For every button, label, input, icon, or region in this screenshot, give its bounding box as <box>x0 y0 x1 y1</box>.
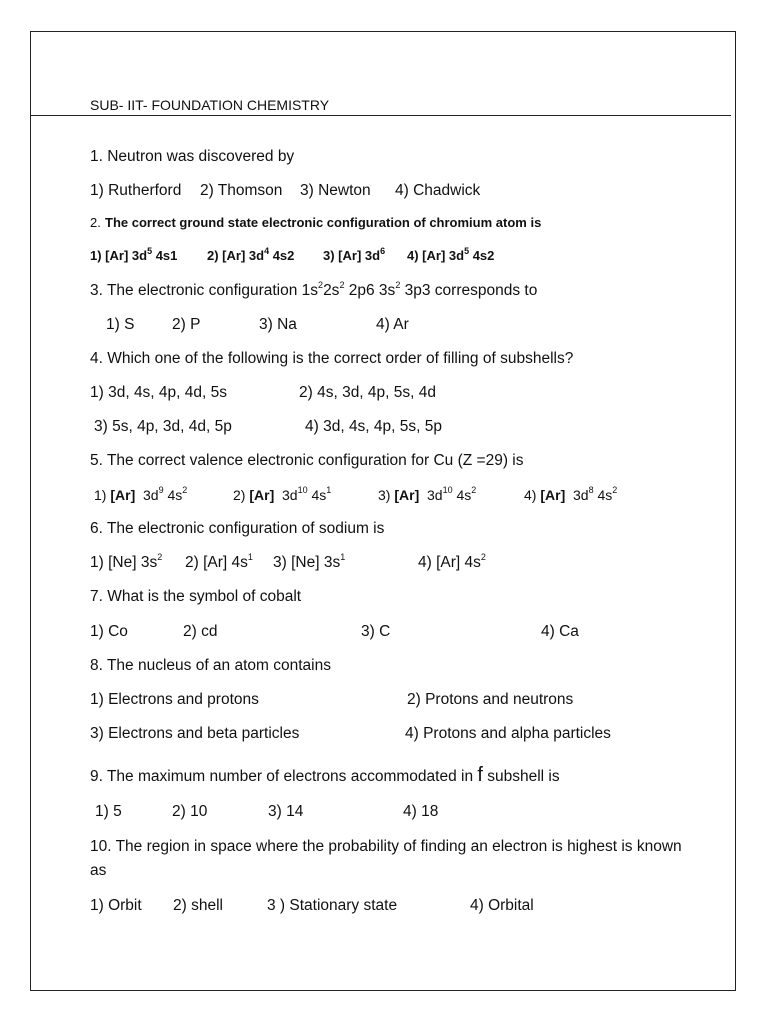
question-5-text: 5. The correct valence electronic configuration for Cu (Z =29) is <box>90 452 524 469</box>
q10-option-4: 4) Orbital <box>470 897 534 914</box>
q1-option-1: 1) Rutherford <box>90 182 182 199</box>
question-2-text: 2. The correct ground state electronic configuration of chromium atom is <box>90 215 542 230</box>
q7-option-3: 3) C <box>361 623 391 640</box>
q10-option-2: 2) shell <box>173 897 223 914</box>
q6-option-1: 1) [Ne] $3s^2$ <box>90 551 163 571</box>
q9-option-4: 4) 18 <box>403 803 439 820</box>
q10-option-1: 1) Orbit <box>90 897 142 914</box>
q7-option-4: 4) Ca <box>541 623 579 640</box>
q4-option-1: 1) 3d, 4s, 4p, 4d, 5s <box>90 384 228 401</box>
question-8-text: 8. The nucleus of an atom contains <box>90 657 331 674</box>
q9-option-3: 3) 14 <box>268 803 304 820</box>
q8-option-3: 3) Electrons and beta particles <box>90 725 300 742</box>
q1-option-3: 3) Newton <box>300 182 371 199</box>
q7-option-2: 2) cd <box>183 623 218 640</box>
q6-option-4: 4) [Ar] $4s^2$ <box>418 551 486 571</box>
q3-option-4: 4) Ar <box>376 316 409 333</box>
q5-option-4: 4) [Ar] $3d^8$ $4s^2$ <box>524 485 618 503</box>
q4-option-3: 3) 5s, 4p, 3d, 4d, 5p <box>94 418 232 435</box>
q2-option-1: 1) [Ar] $3d^5$ 4s1 <box>90 245 178 263</box>
q2-option-4: 4) [Ar] $3d^5$ 4s2 <box>407 245 495 263</box>
q5-option-3: 3) [Ar] $3d^{10}$ $4s^2$ <box>378 485 477 503</box>
q2-option-3: 3) [Ar] $3d^6$ <box>323 245 386 263</box>
q9-option-2: 2) 10 <box>172 803 208 820</box>
question-3-text: 3. The electronic configuration $1s^22s^2$ 2p6 $3s^2$ 3p3 corresponds to <box>90 279 538 299</box>
question-4-text: 4. Which one of the following is the correct order of filling of subshells? <box>90 350 574 367</box>
q9-option-1: 1) 5 <box>95 803 122 820</box>
q7-option-1: 1) Co <box>90 623 128 640</box>
q6-option-2: 2) [Ar] $4s^1$ <box>185 551 253 571</box>
q1-option-2: 2) Thomson <box>200 182 283 199</box>
q3-option-1: 1) S <box>106 316 135 333</box>
question-1-text: 1. Neutron was discovered by <box>90 148 295 165</box>
q5-option-2: 2) [Ar] $3d^{10}$ $4s^1$ <box>233 485 332 503</box>
question-10-text: 10. The region in space where the probability of finding an electron is highest is known as <box>90 838 682 879</box>
q8-option-4: 4) Protons and alpha particles <box>405 725 611 742</box>
question-9-text: 9. The maximum number of electrons accommodated in f subshell is <box>90 764 560 786</box>
q6-option-3: 3) [Ne] $3s^1$ <box>273 551 346 571</box>
q4-option-4: 4) 3d, 4s, 4p, 5s, 5p <box>305 418 443 435</box>
q8-option-2: 2) Protons and neutrons <box>407 691 574 708</box>
question-7-text: 7. What is the symbol of cobalt <box>90 588 302 605</box>
q5-option-1: 1) [Ar] $3d^9$ $4s^2$ <box>94 485 188 503</box>
question-6-text: 6. The electronic configuration of sodium is <box>90 520 385 537</box>
q3-option-2: 2) P <box>172 316 201 333</box>
q8-option-1: 1) Electrons and protons <box>90 691 259 708</box>
q1-option-4: 4) Chadwick <box>395 182 481 199</box>
q4-option-2: 2) 4s, 3d, 4p, 5s, 4d <box>299 384 437 401</box>
page-title: SUB- IIT- FOUNDATION CHEMISTRY <box>90 97 330 113</box>
header-divider <box>31 115 731 116</box>
q2-option-2: 2) [Ar] $3d^4$ 4s2 <box>207 245 295 263</box>
q3-option-3: 3) Na <box>259 316 297 333</box>
q10-option-3: 3 ) Stationary state <box>267 897 398 914</box>
